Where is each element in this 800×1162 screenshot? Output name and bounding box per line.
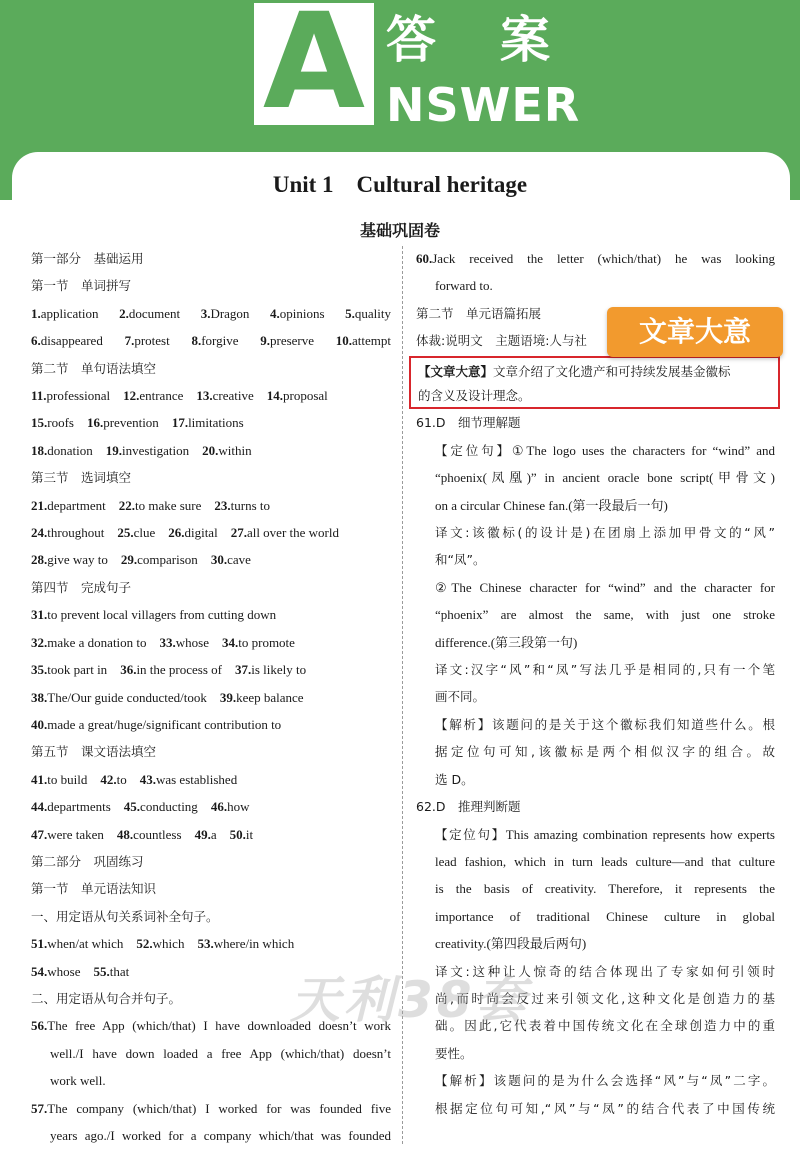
answer-text: within [218,442,252,458]
answer-text: a [210,826,217,842]
tag-label: 【定位句】 [435,442,512,458]
answer-text: when/at which [47,936,124,952]
question-number: 4. [270,305,280,321]
answer-row [31,766,391,793]
answer-text: was established [155,771,238,787]
question-number: 28. [31,552,48,568]
answer-line: well./I have down loaded a free App (which/that) doesn’t [50,1045,391,1061]
answer-row [31,519,391,546]
translation-line: 译文:这种让人惊奇的结合体现出了专家如何引领时 [435,963,775,979]
section-heading: 第五节 课文语法填空 [31,744,157,760]
answer-text: made a great/huge/significant contribution to [47,716,282,732]
passage-text: This amazing combination represents how experts [505,826,775,842]
logo-box [254,0,374,139]
answer-text: whose [47,963,81,979]
answer-text: countless [133,826,182,842]
question-number: 11. [31,388,47,404]
question-number: 43. [139,771,156,787]
logo-letter: A [262,0,366,139]
question-number: 30. [210,552,228,568]
answer-text: turns to [230,497,271,513]
answer-text: creative [212,388,254,404]
answer-row [31,546,391,573]
question-number: 16. [86,415,104,431]
answer-title-zh: 答案 [386,11,614,69]
question-number: 37. [235,662,252,678]
section-heading: 第三节 选词填空 [31,470,132,486]
answer-row [31,300,391,327]
answer-row [31,930,391,957]
question-number: 56. [31,1018,48,1034]
question-heading: 61.D 细节理解题 [416,415,521,431]
answer-text: proposal [283,388,328,404]
answer-text: digital [184,525,218,541]
part-heading: 第二部分 巩固练习 [31,853,144,869]
answer-text: to build [47,771,88,787]
question-number: 32. [31,634,48,650]
answer-line: years ago./I worked for a company which/that was founded [50,1128,391,1143]
passage-line [416,437,775,464]
question-number: 47. [31,826,48,842]
question-number: 29. [120,552,138,568]
question-number: 51. [31,936,48,952]
answer-text: Jack received the letter (which/that) he was looking [432,251,775,266]
answer-line: forward to. [435,278,493,294]
answer-text: clue [133,525,156,541]
answer-text: make a donation to [47,634,147,650]
question-number: 50. [229,826,246,842]
answer-text: give way to [47,552,108,568]
answer-row [31,656,391,683]
passage-line: “phoenix” are almost the same, with just one stroke [435,607,775,623]
answer-row [31,492,391,519]
answer-text: to [116,771,127,787]
passage-line: lead fashion, which in turn leads culture—and that culture [435,853,775,869]
publisher-watermark: 天利38套 [290,971,530,1029]
question-number: 6. [31,333,41,349]
answer-text: document [128,305,181,321]
answer-row [31,382,391,409]
question-number: 36. [120,662,137,678]
answer-text: to promote [238,634,295,650]
sub-heading: 二、用定语从句合并句子。 [31,990,182,1006]
analysis-text: 该题问的是关于这个徽标我们知道些什么。根 [491,716,775,732]
question-heading: 62.D 推理判断题 [416,799,521,815]
summary-text: 文章介绍了文化遗产和可持续发展基金徽标 [493,364,731,379]
analysis-line [416,1067,775,1094]
question-number: 17. [171,415,189,431]
passage-line: on a circular Chinese fan.(第一段最后一句) [435,497,668,513]
answer-text: that [109,963,130,979]
question-number: 38. [31,689,48,705]
question-number: 26. [168,525,185,541]
answer-text: throughout [47,525,105,541]
section-heading: 第一节 单词拼写 [31,278,132,294]
question-number: 45. [123,799,141,815]
question-number: 52. [136,936,153,952]
answer-text: limitations [188,415,244,431]
question-number: 5. [345,305,355,321]
summary-banner [607,307,783,357]
translation-line: 要性。 [435,1045,473,1061]
section-heading: 第一节 单元语法知识 [31,881,157,897]
answer-text: The/Our guide conducted/took [47,689,207,705]
answer-row [31,437,391,464]
section-heading: 第四节 完成句子 [31,579,132,595]
translation-line: 尚,而时尚会反过来引领文化,这种文化是创造力的基 [435,990,775,1006]
answer-text: professional [46,388,111,404]
answer-row [31,821,391,848]
answer-line [31,1095,391,1122]
question-number: 23. [214,497,231,513]
section-heading: 第二节 单句语法填空 [31,360,157,376]
analysis-text: 该题问的是为什么会选择“风”与“凤”二字。 [493,1073,775,1089]
question-number: 1. [31,305,41,321]
answer-text: entrance [139,388,184,404]
question-number: 40. [31,716,48,732]
answer-text: roofs [47,415,74,431]
answer-row [31,711,391,738]
question-number: 33. [159,634,176,650]
unit-title: Unit 1 Cultural heritage [272,172,528,197]
answer-text: to prevent local villagers from cutting down [47,607,277,623]
question-number: 54. [31,963,48,979]
answer-text: cave [227,552,251,568]
analysis-line: 据定位句可知,该徽标是两个相似汉字的组合。故 [435,744,775,760]
answer-text: prevention [103,415,159,431]
answer-title-en: NSWER [386,78,581,132]
answer-row [31,793,391,820]
answer-text: where/in which [213,936,295,952]
translation-line: 译文:汉字“风”和“凤”写法几乎是相同的,只有一个笔 [435,662,775,678]
answer-text: all over the world [246,525,339,541]
question-number: 20. [202,442,219,458]
analysis-line: 根据定位句可知,“风”与“凤”的结合代表了中国传统 [435,1100,775,1116]
answer-text: to make sure [134,497,202,513]
answer-text: preserve [270,333,315,349]
answer-text: whose [175,634,209,650]
section-heading: 第二节 单元语篇拓展 [416,305,542,321]
passage-line: difference.(第三段第一句) [435,634,578,650]
answer-text: forgive [201,333,239,349]
question-number: 3. [200,305,211,321]
answer-text: department [47,497,106,513]
translation-line: 译文:该徽标(的设计是)在团扇上添加甲骨文的“风” [435,525,775,541]
question-number: 8. [191,333,202,349]
answer-row [31,684,391,711]
question-number: 44. [31,799,48,815]
answer-row [31,409,391,436]
passage-line: ②The Chinese character for “wind” and the character for [435,579,775,595]
question-number: 18. [31,442,48,458]
question-number: 21. [31,497,48,513]
answer-line: work well. [50,1073,106,1089]
question-number: 22. [118,497,135,513]
answer-text: The company (which/that) I worked for was founded five [47,1100,391,1116]
question-number: 31. [31,607,48,623]
question-number: 14. [266,388,284,404]
answer-text: is likely to [251,662,307,678]
tag-label: 【定位句】 [435,826,506,842]
answer-text: comparison [137,552,198,568]
question-number: 46. [210,799,228,815]
question-number: 9. [260,333,270,349]
sub-heading: 一、用定语从句关系词补全句子。 [31,908,219,924]
summary-text: 的含义及设计理念。 [418,388,531,403]
passage-line: creativity.(第四段最后两句) [435,936,587,952]
summary-tag: 【文章大意】 [418,364,494,379]
question-number: 15. [31,415,48,431]
question-number: 2. [119,305,129,321]
question-number: 10. [335,333,353,349]
answer-text: investigation [122,442,190,458]
tag-label: 【解析】 [435,1073,494,1089]
question-number: 57. [31,1100,48,1116]
answer-text: which [152,936,185,952]
summary-box [409,356,780,409]
question-number: 53. [197,936,214,952]
answer-text: attempt [352,333,392,349]
answer-text: conducting [140,799,198,815]
answer-row [31,629,391,656]
answer-text: opinions [279,305,325,321]
question-number: 7. [124,333,135,349]
answer-text: how [227,799,250,815]
answer-text: in the process of [136,662,222,678]
question-number: 60. [416,251,433,266]
passage-line: is the basis of creativity. Therefore, it represents the [435,881,775,897]
genre-line: 体裁:说明文 主题语境:人与社 [416,333,587,349]
translation-line: 础。因此,它代表着中国传统文化在全球创造力中的重 [435,1018,775,1034]
answer-row [31,601,391,628]
part-heading: 第一部分 基础运用 [31,251,144,266]
passage-line: importance of traditional Chinese culture in global [435,908,775,924]
passage-line: “phoenix(凤凰)” in ancient oracle bone script(甲骨文) [435,470,775,486]
question-number: 48. [116,826,134,842]
answer-text: departments [47,799,111,815]
answer-text: application [40,305,99,321]
question-number: 34. [222,634,239,650]
translation-line: 和“凤”。 [435,552,486,568]
passage-text: ①The logo uses the characters for “wind” and [511,442,775,458]
question-number: 27. [230,525,247,541]
summary-banner-label: 文章大意 [638,315,751,348]
answer-row [31,327,391,354]
answer-text: Dragon [210,305,250,321]
translation-line: 画不同。 [435,689,486,705]
question-number: 42. [100,771,117,787]
question-number: 39. [219,689,237,705]
question-number: 12. [123,388,140,404]
question-number: 49. [194,826,211,842]
question-number: 55. [93,963,110,979]
tag-label: 【解析】 [435,716,492,732]
question-number: 13. [196,388,213,404]
answer-text: took part in [47,662,108,678]
question-number: 41. [31,771,48,787]
question-number: 19. [105,442,122,458]
answer-text: protest [134,333,170,349]
answer-text: keep balance [236,689,304,705]
question-number: 24. [31,525,48,541]
answer-text: it [245,826,254,842]
analysis-line: 选 D。 [435,771,474,787]
answer-text: The free App (which/that) I have downloaded doesn’t work [47,1018,391,1034]
answer-text: quality [354,305,391,321]
answer-text: disappeared [40,333,103,349]
answer-text: donation [47,442,93,458]
paper-subtitle: 基础巩固卷 [359,221,440,240]
question-number: 35. [31,662,48,678]
question-number: 25. [117,525,134,541]
answer-text: were taken [47,826,104,842]
passage-line [416,821,775,848]
analysis-line [416,711,775,738]
answer-line [416,245,775,272]
